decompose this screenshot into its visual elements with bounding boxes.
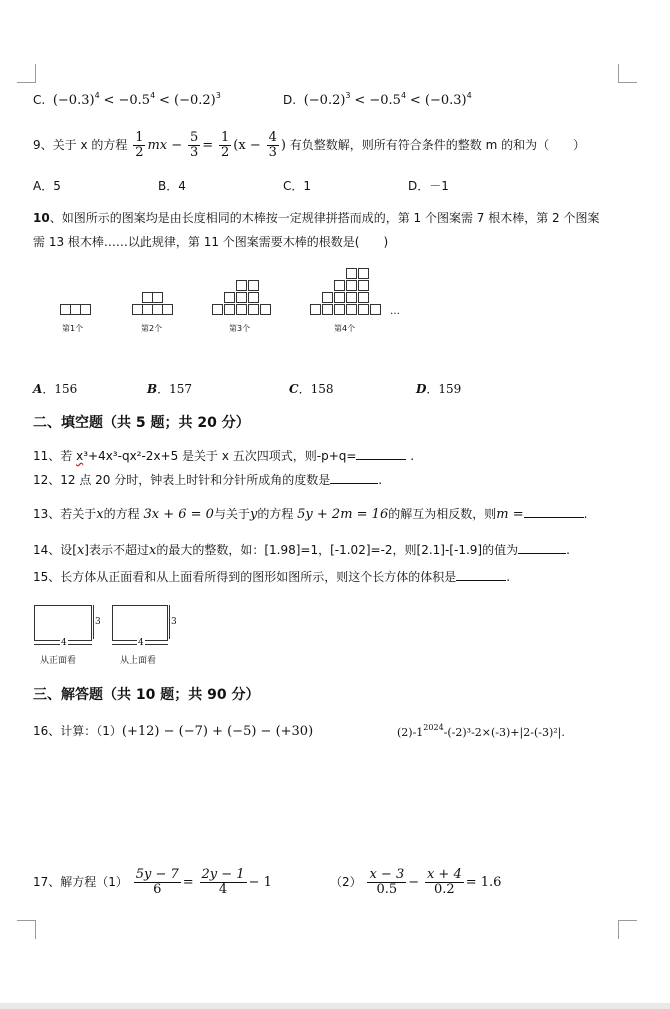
question-17-part-2: （2） $\frac{x - 3}{0.5}$ − $\frac{x + 4}{0.2}$ = 1.6 xyxy=(330,867,502,897)
q8-option-c: C. $(-0.3)^4 < -0.5^4 < (-0.2)^3$ xyxy=(33,91,221,108)
q9-option-c: C．1 xyxy=(283,179,312,193)
question-16-part-1: 16、计算：（1）(+12) − (−7) + (−5) − (+30) xyxy=(33,724,314,739)
question-10-line-2: 需 13 根木棒……以此规律，第 11 个图案需要木棒的根数是( ) xyxy=(33,235,389,249)
q15-front-height-arrow xyxy=(93,605,94,639)
q10-ellipsis: … xyxy=(390,306,400,317)
page-bottom-edge xyxy=(0,1003,670,1009)
q10-option-b: B．157 xyxy=(147,382,193,396)
corner-mark-top-right xyxy=(618,64,637,83)
q15-top-caption: 从上面看 xyxy=(120,656,157,666)
q10-caption-3: 第3个 xyxy=(229,324,251,333)
question-15: 15、长方体从正面看和从上面看所得到的图形如图所示，则这个长方体的体积是 . xyxy=(33,570,511,584)
question-11: 11、若 x³+4x³-qx²-2x+5 是关于 x 五次四项式，则-p+q= . xyxy=(33,449,415,463)
q10-caption-4: 第4个 xyxy=(334,324,356,333)
q10-caption-2: 第2个 xyxy=(141,324,163,333)
question-10-line-1: 10、如图所示的图案均是由长度相同的木棒按一定规律拼搭而成的，第 1 个图案需 7 根木棒，第 2 个图案 xyxy=(33,211,600,225)
q15-top-height: 3 xyxy=(171,617,177,627)
q15-top-width: 4 xyxy=(138,638,144,648)
q15-top-view xyxy=(112,605,168,641)
corner-mark-bottom-left xyxy=(17,920,36,939)
q15-top-height-arrow xyxy=(169,605,170,639)
q10-caption-1: 第1个 xyxy=(62,324,84,333)
question-14: 14、设[x]表示不超过x的最大的整数，如：[1.98]=1，[-1.02]=-2，则[2.1]-[-1.9]的值为 . xyxy=(33,543,570,558)
q10-option-a: A．156 xyxy=(33,382,78,396)
question-16-part-2: $(2)-1^{2024}-(-2)^3-2\times(-3)+|2-(-3)^2|$. xyxy=(397,723,565,739)
q15-front-view xyxy=(34,605,92,641)
q9-option-d: D．－1 xyxy=(408,179,449,193)
question-9: 9、关于 x 的方程 $\frac{1}{2}$ mx − $\frac{5}{3}$ = $\frac{1}{2}$ (x − $\frac{4}{3}$ ) 有负整数解，则所有符合条件的整数 m 的和为（ ） xyxy=(33,130,586,160)
q10-option-c: C．158 xyxy=(289,382,334,396)
question-12: 12、12 点 20 分时，钟表上时针和分针所成角的度数是 . xyxy=(33,473,383,487)
corner-mark-bottom-right xyxy=(618,920,637,939)
q9-option-b: B．4 xyxy=(158,179,186,193)
q15-front-height: 3 xyxy=(95,617,101,627)
section-3-heading: 三、解答题（共 10 题；共 90 分） xyxy=(33,687,260,703)
q10-option-d: D．159 xyxy=(416,382,462,396)
corner-mark-top-left xyxy=(17,64,36,83)
section-2-heading: 二、填空题（共 5 题；共 20 分） xyxy=(33,415,250,431)
q15-front-width: 4 xyxy=(61,638,67,648)
question-13: 13、若关于x的方程 3x + 6 = 0与关于y的方程 5y + 2m = 16的解互为相反数，则m = . xyxy=(33,507,588,522)
question-17-part-1: 17、解方程（1） $\frac{5y - 7}{6}$ = $\frac{2y - 1}{4}$ − 1 xyxy=(33,867,272,897)
q15-front-caption: 从正面看 xyxy=(40,656,77,666)
q8-option-d: D. $(-0.2)^3 < -0.5^4 < (-0.3)^4$ xyxy=(283,91,472,108)
q9-option-a: A．5 xyxy=(33,179,61,193)
